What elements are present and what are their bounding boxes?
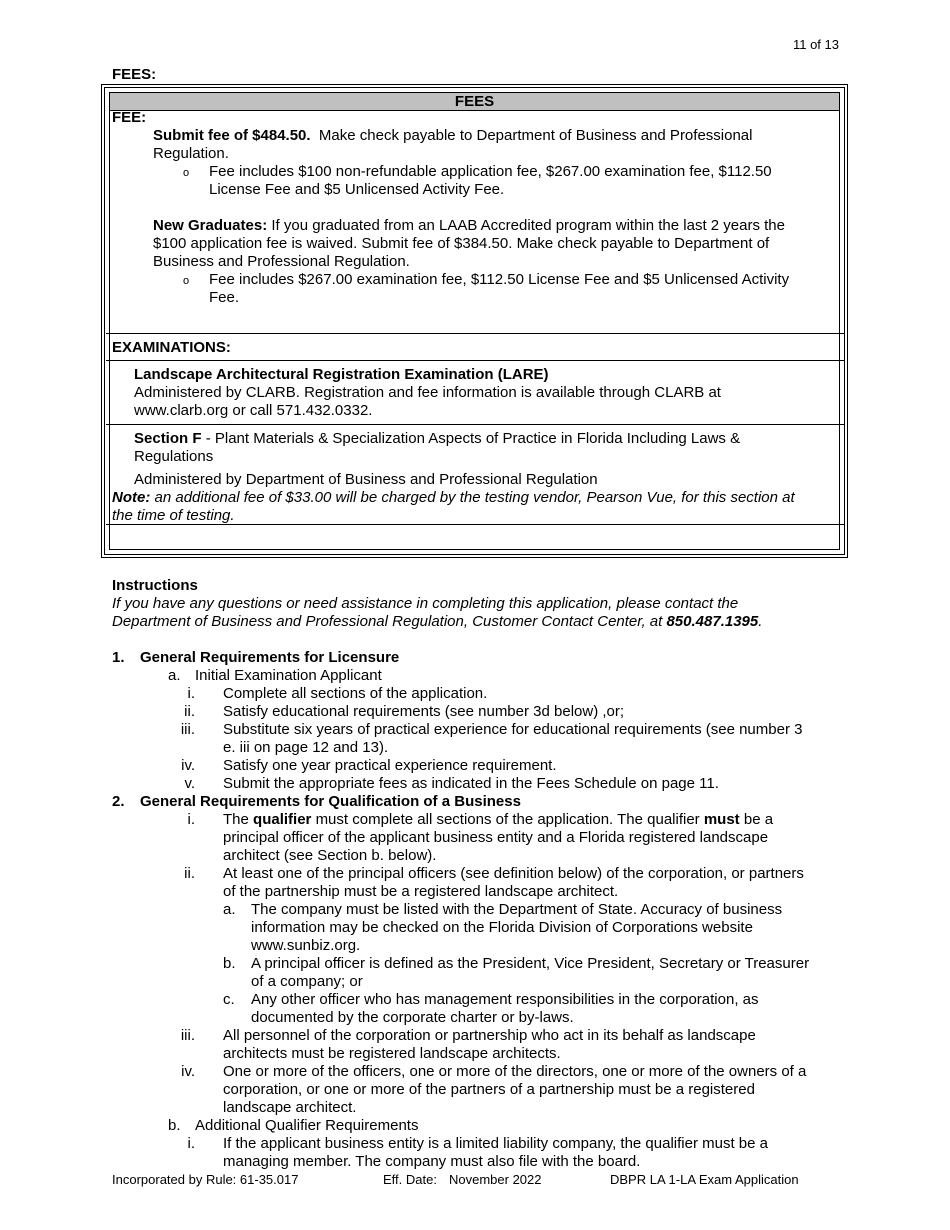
- sublist-item: A principal officer is defined as the President, Vice President, Secretary or Treasurer: [251, 955, 810, 972]
- sublist-item-continued: of a company; or: [251, 973, 363, 990]
- instructions-line1: If you have any questions or need assistance in completing this application, please contact the: [112, 595, 739, 612]
- lare-title: Landscape Architectural Registration Examination (LARE): [134, 366, 549, 383]
- note-line2: the time of testing.: [112, 507, 235, 524]
- list-item-continued: architects must be registered landscape architects.: [223, 1045, 561, 1062]
- footer-rule: Incorporated by Rule: 61-35.017: [112, 1172, 299, 1187]
- qualifier-bold: qualifier: [253, 811, 312, 828]
- list-number: iii.: [180, 721, 195, 738]
- instructions-line2: [112, 613, 762, 631]
- fee-includes-2a: Fee includes $267.00 examination fee, $112.50 License Fee and $5 Unlicensed Activity: [209, 271, 790, 288]
- list-item-continued: architect (see Section b. below).: [223, 847, 437, 864]
- text: must complete all sections of the application. The qualifier: [315, 811, 700, 828]
- list-item-continued: managing member. The company must also file with the board.: [223, 1153, 641, 1170]
- sublist-letter: b.: [223, 955, 236, 972]
- list-item: Submit the appropriate fees as indicated in the Fees Schedule on page 11.: [223, 775, 719, 792]
- table-divider: [106, 333, 844, 334]
- footer-form: DBPR LA 1-LA Exam Application: [610, 1172, 799, 1187]
- page-number: 11 of 13: [792, 37, 839, 52]
- fee-includes-1a: Fee includes $100 non-refundable application fee, $267.00 examination fee, $112.50: [209, 163, 772, 180]
- fee-includes-1b: License Fee and $5 Unlicensed Activity Fee.: [209, 181, 505, 198]
- section-1-title: General Requirements for Licensure: [140, 649, 400, 666]
- new-grad-label: New Graduates:: [153, 217, 268, 234]
- list-number: i.: [187, 685, 195, 702]
- list-item: All personnel of the corporation or partnership who act in its behalf as landscape: [223, 1027, 756, 1044]
- footer-eff-date: November 2022: [449, 1172, 542, 1187]
- list-item: One or more of the officers, one or more of the directors, one or more of the owners of a: [223, 1063, 807, 1080]
- list-item: Satisfy one year practical experience requirement.: [223, 757, 557, 774]
- list-number: i.: [187, 811, 195, 828]
- sublist-item-continued: information may be checked on the Florida Division of Corporations website: [251, 919, 753, 936]
- note-text: an additional fee of $33.00 will be charged by the testing vendor, Pearson Vue, for this section at: [154, 489, 795, 506]
- bullet-icon: o: [183, 167, 190, 179]
- submit-fee-amount: Submit fee of $484.50.: [153, 127, 311, 144]
- list-item-continued: principal officer of the applicant business entity and a Florida registered landscape: [223, 829, 769, 846]
- list-item: Substitute six years of practical experience for educational requirements (see number 3: [223, 721, 803, 738]
- section-f-admin: Administered by Department of Business and Professional Regulation: [134, 471, 598, 488]
- list-item: At least one of the principal officers (see definition below) of the corporation, or partners: [223, 865, 804, 882]
- text: The: [223, 811, 249, 828]
- list-number: ii.: [184, 703, 195, 720]
- list-number: ii.: [184, 865, 195, 882]
- instructions-period: .: [758, 613, 763, 630]
- sublist-letter: a.: [223, 901, 236, 918]
- footer-eff-label: Eff. Date:: [383, 1172, 437, 1187]
- list-item: Complete all sections of the application.: [223, 685, 488, 702]
- list-item-continued: e. iii on page 12 and 13).: [223, 739, 389, 756]
- sublist-item-continued: documented by the corporate charter or by-laws.: [251, 1009, 574, 1026]
- submit-fee-line: [153, 127, 752, 145]
- new-grad-line3: Business and Professional Regulation.: [153, 253, 410, 270]
- list-number: iv.: [181, 757, 195, 774]
- list-item: If the applicant business entity is a limited liability company, the qualifier must be a: [223, 1135, 768, 1152]
- text: be a: [743, 811, 774, 828]
- list-number: iii.: [180, 1027, 195, 1044]
- instructions-text: Department of Business and Professional Regulation, Customer Contact Center, at: [112, 613, 663, 630]
- section-1-number: 1.: [112, 649, 125, 666]
- list-number: i.: [187, 1135, 195, 1152]
- list-number: v.: [184, 775, 195, 792]
- sublist-letter: c.: [223, 991, 235, 1008]
- table-divider: [106, 424, 844, 425]
- examinations-label: EXAMINATIONS:: [112, 339, 231, 356]
- list-item: [223, 811, 773, 829]
- sublist-item: Any other officer who has management responsibilities in the corporation, as: [251, 991, 759, 1008]
- fee-label: FEE:: [112, 109, 147, 126]
- fee-includes-2b: Fee.: [209, 289, 240, 306]
- list-number: iv.: [181, 1063, 195, 1080]
- table-divider: [106, 360, 844, 361]
- section-2b-title: Additional Qualifier Requirements: [195, 1117, 419, 1134]
- table-divider: [106, 524, 844, 525]
- bullet-icon: o: [183, 275, 190, 287]
- sublist-item: The company must be listed with the Department of State. Accuracy of business: [251, 901, 783, 918]
- list-item-continued: of the partnership must be a registered landscape architect.: [223, 883, 619, 900]
- fees-heading: FEES:: [112, 66, 157, 83]
- section-f-text: - Plant Materials & Specialization Aspects of Practice in Florida Including Laws &: [205, 430, 741, 447]
- list-item: Satisfy educational requirements (see number 3d below) ,or;: [223, 703, 625, 720]
- lare-line1: Administered by CLARB. Registration and fee information is available through CLARB at: [134, 384, 721, 401]
- list-item-continued: landscape architect.: [223, 1099, 357, 1116]
- fee-table-title: FEES: [110, 93, 839, 111]
- section-f-line2: Regulations: [134, 448, 214, 465]
- submit-fee-line2: Regulation.: [153, 145, 229, 162]
- list-item-continued: corporation, or one or more of the partners of a partnership must be a registered: [223, 1081, 755, 1098]
- section-f-line1: [134, 430, 740, 448]
- note-line1: [112, 489, 795, 507]
- submit-fee-text: Make check payable to Department of Business and Professional: [318, 127, 753, 144]
- new-grad-line1: [153, 217, 785, 235]
- section-2b-number: b.: [168, 1117, 181, 1134]
- new-grad-text: If you graduated from an LAAB Accredited program within the last 2 years the: [271, 217, 785, 234]
- section-1a-title: Initial Examination Applicant: [195, 667, 382, 684]
- new-grad-line2: $100 application fee is waived. Submit fee of $384.50. Make check payable to Department of: [153, 235, 770, 252]
- instructions-heading: Instructions: [112, 577, 198, 594]
- contact-phone: 850.487.1395: [666, 613, 759, 630]
- note-label: Note:: [112, 489, 151, 506]
- lare-line2: www.clarb.org or call 571.432.0332.: [134, 402, 373, 419]
- must-bold: must: [703, 811, 740, 828]
- section-2-title: General Requirements for Qualification of a Business: [140, 793, 521, 810]
- section-1a-number: a.: [168, 667, 181, 684]
- section-f-label: Section F: [134, 430, 202, 447]
- sublist-item-continued: www.sunbiz.org.: [251, 937, 361, 954]
- section-2-number: 2.: [112, 793, 125, 810]
